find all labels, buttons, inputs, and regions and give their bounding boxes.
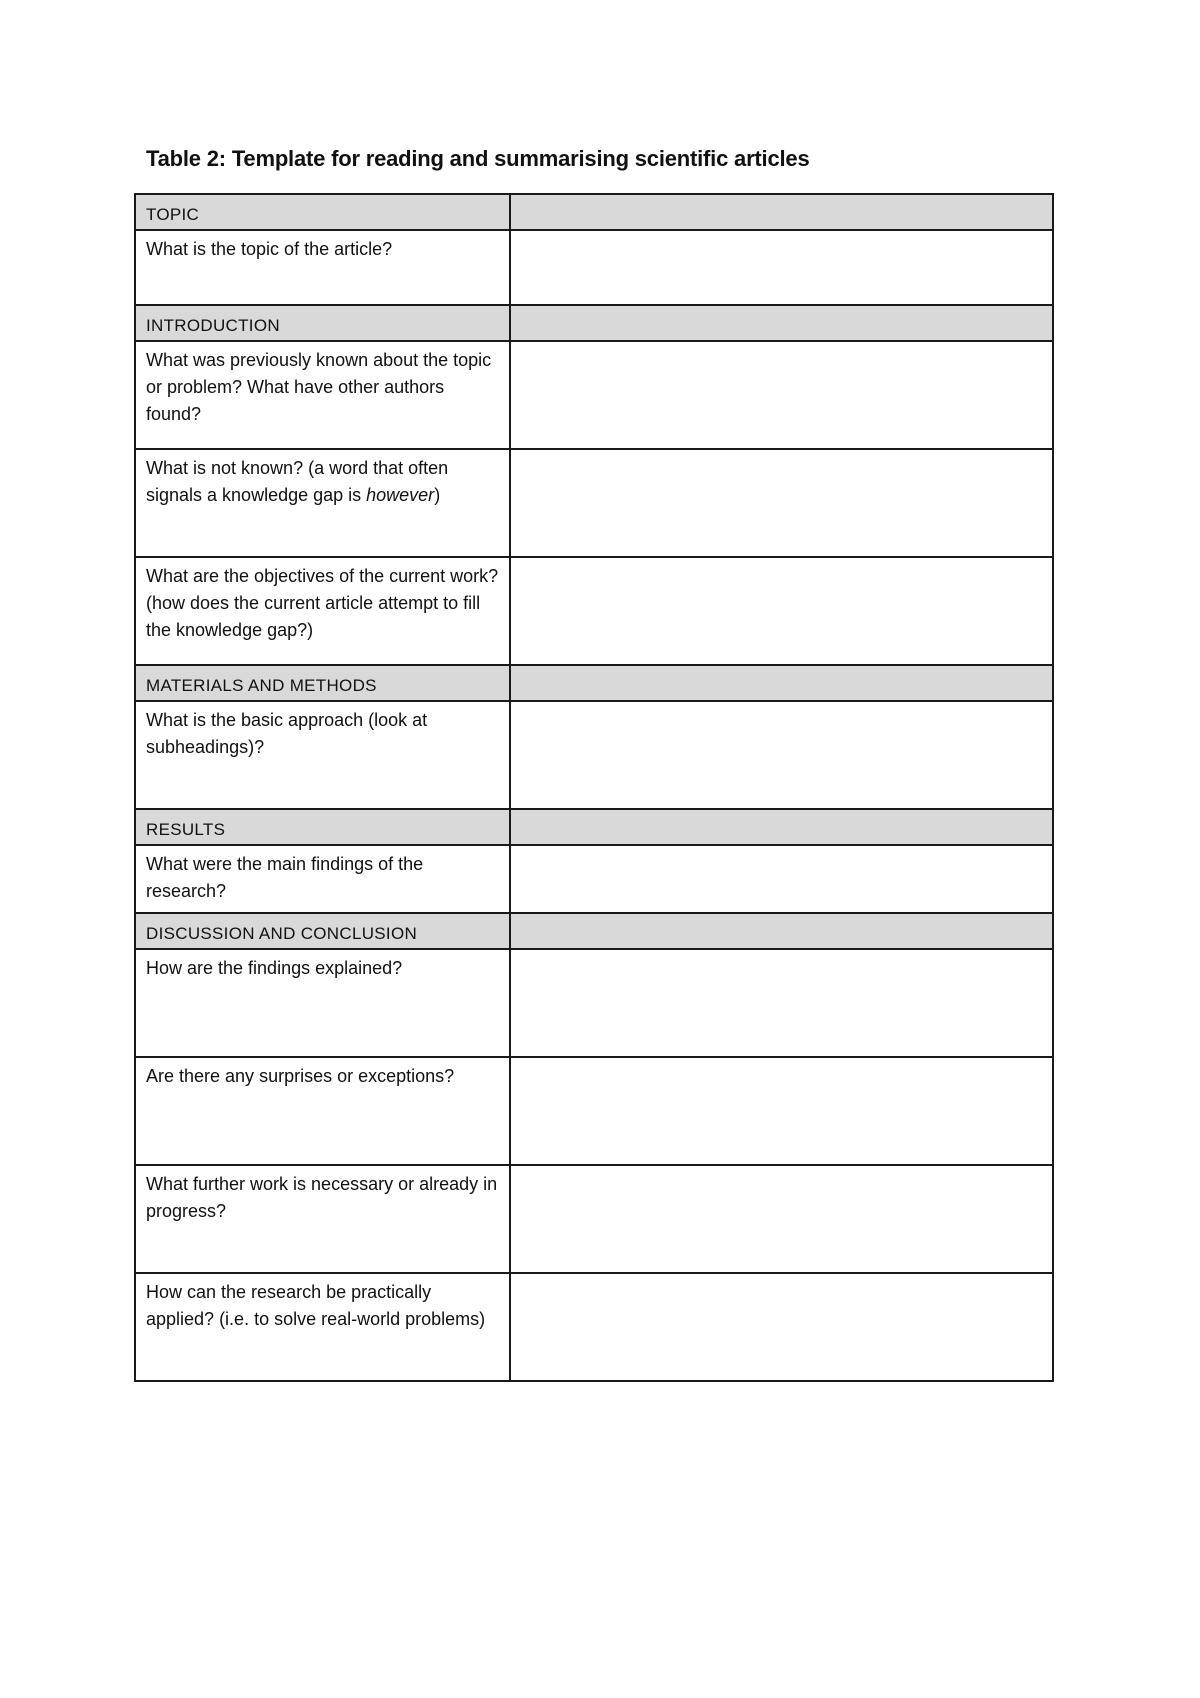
question-cell: What were the main findings of the research? <box>135 845 510 913</box>
question-cell: What are the objectives of the current work? (how does the current article attempt to fill the knowledge gap?) <box>135 557 510 665</box>
section-header-blank-cell <box>510 665 1053 701</box>
section-header-blank-cell <box>510 194 1053 230</box>
question-cell: How can the research be practically applied? (i.e. to solve real-world problems) <box>135 1273 510 1381</box>
section-header-discussion: DISCUSSION AND CONCLUSION <box>135 913 510 949</box>
section-row-discussion <box>135 913 1053 949</box>
section-header-methods: MATERIALS AND METHODS <box>135 665 510 701</box>
section-header-results: RESULTS <box>135 809 510 845</box>
section-row-results <box>135 809 1053 845</box>
question-cell: How are the findings explained? <box>135 949 510 1057</box>
question-cell: Are there any surprises or exceptions? <box>135 1057 510 1165</box>
question-row <box>135 701 1053 809</box>
question-text-end: ) <box>434 485 441 505</box>
question-row <box>135 1057 1053 1165</box>
question-cell: What was previously known about the topic or problem? What have other authors found? <box>135 341 510 449</box>
question-cell <box>135 449 510 557</box>
answer-cell[interactable] <box>510 230 1053 305</box>
section-row-topic <box>135 194 1053 230</box>
answer-cell[interactable] <box>510 341 1053 449</box>
summary-template-table <box>134 193 1054 1382</box>
section-header-introduction: INTRODUCTION <box>135 305 510 341</box>
answer-cell[interactable] <box>510 949 1053 1057</box>
answer-cell[interactable] <box>510 1057 1053 1165</box>
section-header-blank-cell <box>510 913 1053 949</box>
answer-cell[interactable] <box>510 845 1053 913</box>
question-row <box>135 230 1053 305</box>
section-header-blank-cell <box>510 305 1053 341</box>
question-row <box>135 557 1053 665</box>
section-header-topic: TOPIC <box>135 194 510 230</box>
section-row-methods <box>135 665 1053 701</box>
answer-cell[interactable] <box>510 701 1053 809</box>
question-cell: What is the basic approach (look at subheadings)? <box>135 701 510 809</box>
answer-cell[interactable] <box>510 1273 1053 1381</box>
question-row <box>135 449 1053 557</box>
question-cell: What is the topic of the article? <box>135 230 510 305</box>
answer-cell[interactable] <box>510 557 1053 665</box>
question-row <box>135 341 1053 449</box>
answer-cell[interactable] <box>510 1165 1053 1273</box>
question-cell: What further work is necessary or already in progress? <box>135 1165 510 1273</box>
table-title: Table 2: Template for reading and summarising scientific articles <box>146 146 810 171</box>
question-text: What is not known? (a word that often signals a knowledge gap is <box>146 458 449 505</box>
section-row-introduction <box>135 305 1053 341</box>
answer-cell[interactable] <box>510 449 1053 557</box>
question-row <box>135 1273 1053 1381</box>
question-row <box>135 845 1053 913</box>
emphasized-word: however <box>366 485 435 505</box>
question-row <box>135 949 1053 1057</box>
question-row <box>135 1165 1053 1273</box>
section-header-blank-cell <box>510 809 1053 845</box>
